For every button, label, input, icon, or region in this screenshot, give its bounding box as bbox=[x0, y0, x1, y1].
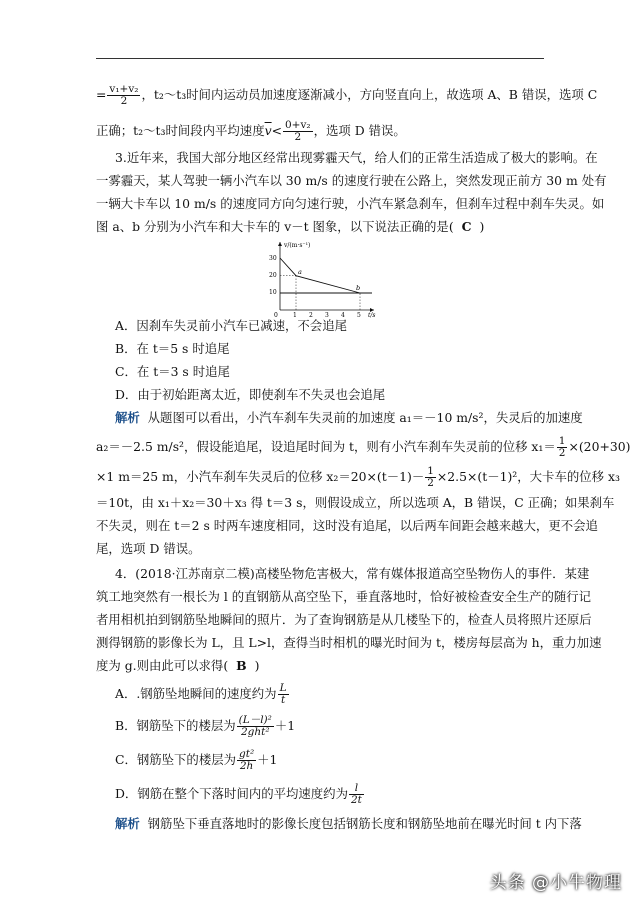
q3-solution-6: 尾，选项 D 错误。 bbox=[96, 541, 201, 556]
q3-option-c: C．在 t＝3 s 时追尾 bbox=[115, 364, 230, 379]
fraction: $\frac{\text{gt²}}{2h}$ bbox=[239, 748, 255, 772]
q2-tail-line-1: = $\frac{\text{v₁+v₂}}{2}$ ，t₂～t₃时间内运动员加速度逐渐减小，方向竖直向上，故选项 A、B 错误，选项 C bbox=[96, 83, 598, 107]
fraction: $\frac{L}{t}$ bbox=[279, 682, 287, 706]
x-axis-label: t/s bbox=[368, 312, 376, 318]
q4-option-b: B．钢筋坠下的楼层为 $\frac{\text{(L－l)²}}{\text{2ght²}}$ ＋1 bbox=[115, 714, 296, 738]
x-tick-5: 5 bbox=[357, 312, 361, 318]
q3-stem-2: 一雾霾天，某人驾驶一辆小汽车以 30 m/s 的速度行驶在公路上，突然发现正前方 30 m 处有 bbox=[96, 173, 607, 188]
q3-solution-5: 不失灵，则在 t＝2 s 时两车速度相同，这时没有追尾，以后两车间距会越来越大，更不会追 bbox=[96, 518, 598, 533]
y-axis-arrow bbox=[278, 242, 282, 246]
q3-solution-3: ×1 m＝25 m，小汽车刹车失灵后的位移 x₂＝20×(t－1)－ $\frac{1}{2}$ ×2.5×(t－1)²，大卡车的位移 x₃ bbox=[96, 465, 620, 489]
q3-solution-1: 解析 从题图可以看出，小汽车刹车失灵前的加速度 a₁＝－10 m/s²，失灵后的加速度 bbox=[115, 410, 583, 425]
y-axis-label: v/(m·s⁻¹) bbox=[284, 242, 311, 249]
q4-stem-1: 4．(2018·江苏南京二模)高楼坠物危害极大，常有媒体报道高空坠物伤人的事件．某建 bbox=[115, 566, 590, 581]
q4-stem-5: 度为 g.则由此可以求得( B ) bbox=[96, 658, 260, 673]
origin-label: 0 bbox=[274, 312, 278, 318]
q3-stem-4: 图 a、b 分别为小汽车和大卡车的 v－t 图象，以下说法正确的是( C ) bbox=[96, 219, 485, 234]
q4-option-c: C．钢筋坠下的楼层为 $\frac{\text{gt²}}{2h}$ ＋1 bbox=[115, 748, 278, 772]
fraction: $\frac{1}{2}$ bbox=[427, 465, 434, 489]
header-rule bbox=[96, 58, 544, 59]
x-tick-2: 2 bbox=[309, 312, 313, 318]
x-tick-1: 1 bbox=[293, 312, 297, 318]
q3-option-a: A．因刹车失灵前小汽车已减速，不会追尾 bbox=[115, 318, 347, 333]
q3-solution-4: ＝10t，由 x₁＋x₂＝30＋x₃ 得 t＝3 s，则假设成立，所以选项 A，B 错误，C 正确；如果刹车 bbox=[96, 495, 615, 510]
q4-option-a: A．.钢筋坠地瞬间的速度约为 $\frac{L}{t}$ bbox=[115, 682, 287, 706]
fraction: $\frac{\text{v₁+v₂}}{2}$ bbox=[109, 83, 139, 107]
solution-label: 解析 bbox=[115, 816, 140, 831]
q3-answer: C bbox=[461, 219, 472, 234]
y-tick-10: 10 bbox=[269, 289, 277, 296]
x-tick-3: 3 bbox=[325, 312, 329, 318]
q3-option-b: B．在 t＝5 s 时追尾 bbox=[115, 341, 230, 356]
watermark: 头条 @小牛物理 bbox=[489, 873, 622, 893]
q4-option-d: D．钢筋在整个下落时间内的平均速度约为 $\frac{l}{2t}$ bbox=[115, 782, 362, 806]
q4-solution-1: 解析 钢筋坠下垂直落地时的影像长度包括钢筋长度和钢筋坠地前在曝光时间 t 内下落 bbox=[115, 816, 582, 831]
solution-label: 解析 bbox=[115, 410, 140, 425]
vt-graph bbox=[268, 238, 378, 318]
q4-answer: B bbox=[236, 658, 247, 673]
q3-solution-2: a₂＝－2.5 m/s²，假设能追尾，设追尾时间为 t，则有小汽车刹车失灵前的位移 x₁＝ $\frac{1}{2}$ ×(20+30) bbox=[96, 435, 631, 459]
label-b: b bbox=[356, 284, 361, 292]
y-tick-20: 20 bbox=[269, 272, 277, 279]
y-tick-30: 30 bbox=[269, 255, 277, 262]
q3-option-d: D．由于初始距离太近，即使刹车不失灵也会追尾 bbox=[115, 387, 386, 402]
label-a: a bbox=[298, 268, 302, 276]
q4-stem-2: 筑工地突然有一根长为 l 的直钢筋从高空坠下，垂直落地时，恰好被检查安全生产的随行记 bbox=[96, 589, 592, 604]
q3-stem-3: 一辆大卡车以 10 m/s 的速度同方向匀速行驶，小汽车紧急刹车，但刹车过程中刹车失灵。如 bbox=[96, 196, 605, 211]
fraction: $\frac{\text{(L－l)²}}{\text{2ght²}}$ bbox=[238, 714, 272, 738]
q3-stem-1: 3.近年来，我国大部分地区经常出现雾霾天气，给人们的正常生活造成了极大的影响。在 bbox=[115, 150, 598, 165]
fraction: $\frac{1}{2}$ bbox=[558, 435, 566, 459]
fraction: $\frac{l}{2t}$ bbox=[350, 782, 362, 806]
x-tick-4: 4 bbox=[341, 312, 345, 318]
q4-stem-3: 者用相机拍到钢筋坠地瞬间的照片．为了查询钢筋是从几楼坠下的，检查人员将照片还原后 bbox=[96, 612, 592, 627]
q4-stem-4: 测得钢筋的影像长为 L，且 L>l，查得当时相机的曝光时间为 t，楼房每层高为 h，重力加速 bbox=[96, 635, 602, 650]
fraction: $\frac{\text{0+v₂}}{2}$ bbox=[284, 119, 311, 143]
q2-tail-line-2: 正确；t₂～t₃时间段内平均速度$\overline{v}<$ $\frac{\text{0+v₂}}{2}$ ，选项 D 错误。 bbox=[96, 119, 406, 143]
